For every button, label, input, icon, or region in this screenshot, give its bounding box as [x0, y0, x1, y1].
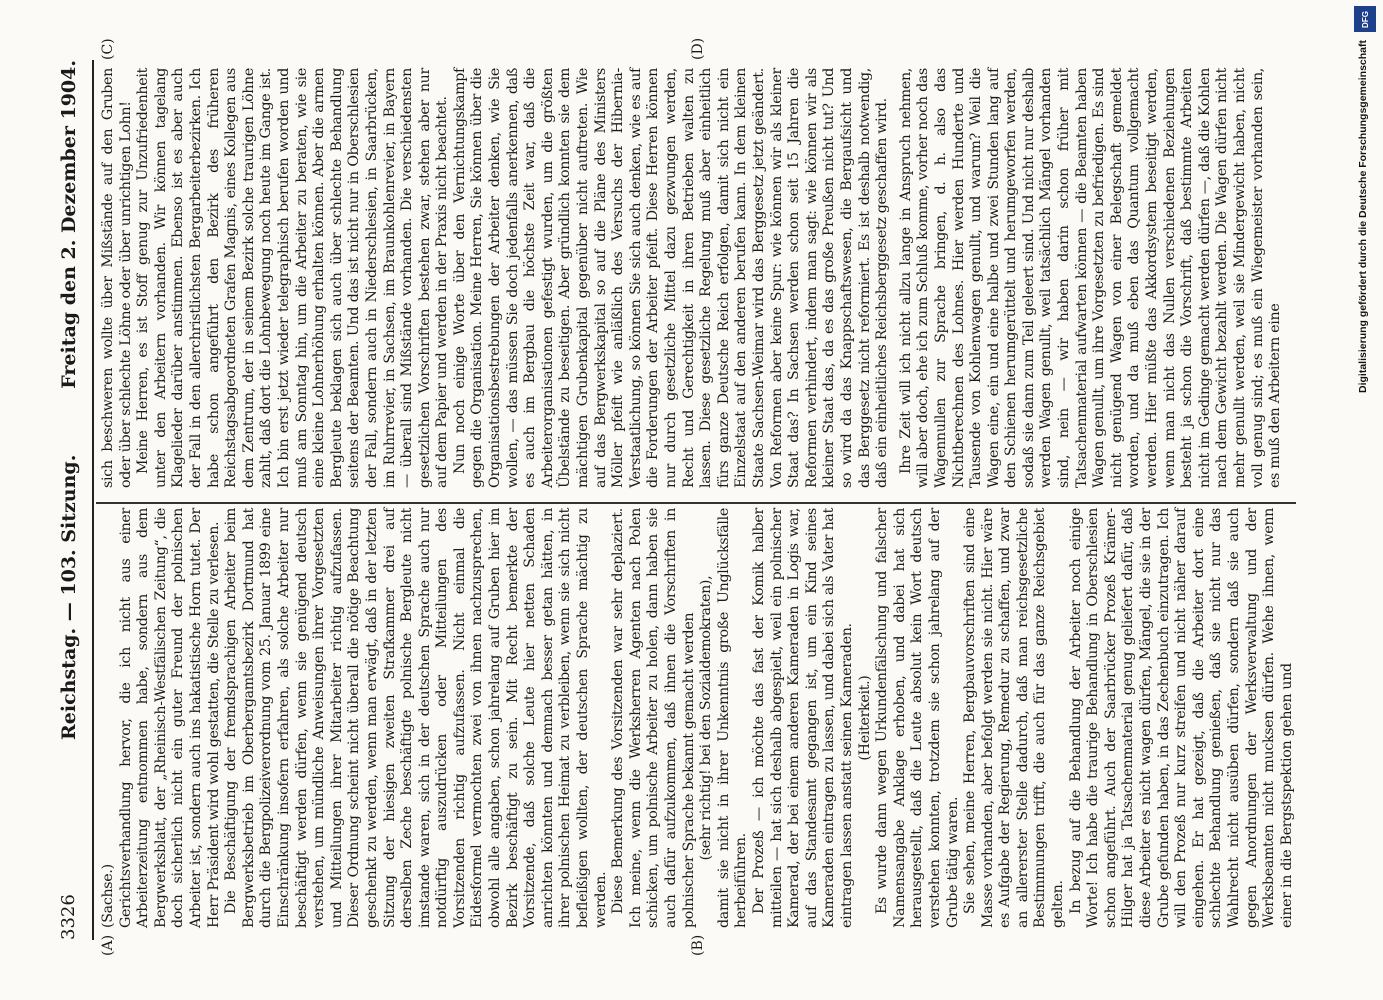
digitization-credit	[1351, 10, 1379, 990]
paragraph: Sie sehen, meine Herren, Bergbauvorschriften sind eine Masse vorhanden, aber befolgt werden sie nicht. Hier wäre es Aufgabe der Regierung, Remedur zu schaffen, und zwar an allererster Stelle dadurch, daß man reichsgesetzliche Bestimmungen trifft, die auch für das ganze Reichsgebiet gelten.	[962, 508, 1067, 928]
right-column	[100, 68, 1285, 488]
interjection: (Heiterkeit.)	[856, 675, 873, 761]
paragraph: Meine Herren, es ist Stoff genug zur Unzufriedenheit unter den Arbeitern vorhanden. Wir können tagelang Klagelieder darüber anstimmen. Ebenso ist es aber auch der Fall in den allerchristlichsten Bergarbeiterbezirken. Ich habe schon angeführt den Bezirk des früheren Reichstagsabgeordneten Grafen Magnis, eines Kollegen aus dem Zentrum, der in seinem Bezirk solche traurigen Löhne zahlt, daß dort die Lohnbewegung noch heute im Gange ist. Ich bin erst jetzt wieder telegraphisch berufen worden und muß am Sonntag hin, um die Arbeiter zu beraten, wie sie eine kleine Lohnerhöhung erhalten können. Aber die armen Bergleute beklagen sich auch über schlechte Behandlung seitens der Beamten. Und das ist nicht nur in Oberschlesien der Fall, sondern auch in Niederschlesien, in Saarbrücken, im Ruhrrevier, in Sachsen, im Braunkohlenrevier, in Bayern — überall sind Mißstände vorhanden. Die verschiedensten gesetzlichen Vorschriften bestehen zwar, stehen aber nur auf dem Papier und werden in der Praxis nicht beachtet.	[135, 68, 451, 488]
paragraph: Es wurde dann wegen Urkundenfälschung und falscher Namensangabe Anklage erhoben, und dabei hat sich herausgestellt, daß die Leute absolut kein Wort deutsch verstehen konnten, trotzdem sie schon jahrelang auf der Grube tätig waren.	[874, 508, 961, 928]
column-divider	[96, 503, 1296, 505]
paragraph: In bezug auf die Behandlung der Arbeiter noch einige Worte! Ich habe die traurige Behandlung in Oberschlesien schon angeführt. Auch der Saarbrücker Prozeß Krämer-Hilger hat ja Tatsachenmaterial genug geliefert dafür, daß diese Arbeiter es nicht wagen dürfen, Mängel, die sie in der Grube gefunden haben, in das Zechenbuch einzutragen. Ich will den Prozeß nur kurz streifen und nicht näher darauf eingehen. Er hat gezeigt, daß die Arbeiter dort eine schlechte Behandlung genießen, daß sie nicht nur das Wahlrecht nicht ausüben dürfen, sondern daß sie auch gegen Anordnungen der Werksverwaltung und der Werksbeamten nicht mucksen dürfen. Wehe ihnen, wenn einer in die Bergstspektion gehen und	[1067, 508, 1295, 928]
margin-letter-a: (A)	[100, 934, 116, 956]
page-number: 3326	[58, 894, 79, 940]
margin-letter-d: (D)	[690, 37, 706, 60]
paragraph: Der Prozeß — ich möchte das fast der Komik halber mitteilen — hat sich deshalb abgespielt, weil ein polnischer Kamerad, der bei einem anderen Kameraden in Logis war, auf das Standesamt gegangen ist, um ein Kind seines Kameraden eintragen zu lassen, und dabei sich als Vater hat eintragen lassen anstatt seinen Kameraden.	[750, 508, 855, 928]
credit-text: Digitalisierung gefördert durch die Deutsche Forschungsgemeinschaft	[1357, 40, 1369, 393]
interjection: (sehr richtig! bei den Sozialdemokraten),	[698, 575, 715, 861]
paragraph: Nun noch einige Worte über den Vernichtungskampf gegen die Organisation. Meine Herren, Sie können über die Organisationsbestrebungen der Arbeiter denken, wie Sie wollen, — das müssen Sie doch jedenfalls anerkennen, daß es auch im Bergbau die höchste Zeit war, daß die Arbeiterorganisationen gefestigt wurden, um die größten Übelstände zu beseitigen. Aber gründlich konnten sie dem mächtigen Grubenkapital gegenüber nicht auftreten. Wie auf das Bergwerkskapital so auf die Pläne des Ministers Möller pfeift wie anläßlich des Versuchs der Hibernia-Verstaatlichung, so können Sie sich auch denken, wie es auf die Forderungen der Arbeiter pfeift. Diese Herren können nur durch gesetzliche Mittel dazu gezwungen werden, Recht und Gerechtigkeit in ihren Betrieben walten zu lassen. Diese gesetzliche Regelung muß aber einheitlich fürs ganze Deutsche Reich erfolgen, damit sich nicht ein Einzelstaat auf den anderen berufen kann. In dem kleinen Staate Sachsen-Weimar wird das Berggesetz jetzt geändert. Von Reformen aber keine Spur: wie können wir als kleiner Staat das? In Sachsen werden schon seit 15 Jahren die Reformen verhindert, indem man sagt: wie können wir als kleiner Staat das, da es das große Preußen nicht tut? Und so wird da das Knappschaftswesen, die Bergaufsicht und das Berggesetz nicht reformiert. Es ist deshalb notwendig, daß ein einheitliches Reichsberggesetz geschaffen wird.	[451, 68, 891, 488]
left-column	[100, 508, 1296, 928]
speaker-label: (Sachse.)	[100, 864, 116, 928]
paragraph: Gerichtsverhandlung hervor, die ich nicht aus einer Arbeiterzeitung entnommen habe, sondern aus dem Bergwerksblatt, der „Rheinisch-Westfälischen Zeitung“, die doch sicherlich nicht ein guter Freund der polnischen Arbeiter ist, sondern auch ins hakatistische Horn tutet. Der Herr Präsident wird wohl gestatten, die Stelle zu verlesen.	[117, 508, 222, 928]
page-header	[58, 60, 88, 940]
paragraph: Diese Bemerkung des Vorsitzenden war sehr deplaziert. Ich meine, wenn die Werksherren Agenten nach Polen schicken, um polnische Arbeiter zu holen, dann haben sie auch dafür aufzukommen, daß ihnen die Vorschriften in polnischer Sprache bekannt gemacht werden	[610, 508, 697, 928]
paragraph: sich beschweren wollte über Mißstände auf den Gruben oder über schlechte Löhne oder über unrichtigen Lohn!	[100, 68, 134, 488]
session-title: Reichstag. — 103. Sitzung.	[58, 454, 80, 740]
header-rule	[92, 60, 94, 940]
margin-letter-c: (C)	[100, 38, 116, 60]
dfg-logo: DFG	[1354, 6, 1376, 32]
paragraph: Ihre Zeit will ich nicht allzu lange in Anspruch nehmen, will aber doch, ehe ich zum Schluß komme, vorher noch das Wagennullen zur Sprache bringen, d. h. also das Nichtberechnen des Lohnes. Hier werden Hunderte und Tausende von Kohlenwagen genullt, und warum? Weil die Wagen eine, ein und eine halbe und zwei Stunden lang auf den Schienen herumgerüttelt und herumgeworfen werden, sodaß sie dann zum Teil geleert sind. Und nicht nur deshalb werden Wagen genullt, weil tatsächlich Mängel vorhanden sind, nein — wir haben darin schon früher mit Tatsachenmaterial aufwarten können — die Beamten haben Wagen genullt, um ihre Vorgesetzten zu befriedigen. Es sind nicht genügend Wagen von einer Belegschaft gemeldet worden, und da muß eben das Quantum vollgemacht werden. Hier müßte das Akkordsystem beseitigt werden, wenn man nicht das Nullen verschiedenen Beziehungen besteht ja schon die Vorschrift, daß bestimmte Arbeiten nicht im Gedinge gemacht werden dürfen —, daß die Kohlen nach dem Gewicht bezahlt werden. Die Wagen dürfen nicht mehr genullt werden, weil sie Mindergewicht haben, nicht voll genug sind; es muß ein Wiegemeister vorhanden sein, es muß den Arbeitern eine	[897, 68, 1284, 488]
margin-letter-b: (B)	[690, 934, 706, 956]
date-title: Freitag den 2. Dezember 1904.	[58, 60, 80, 389]
paragraph: damit sie nicht in ihrer Unkenntnis große Unglücksfälle herbeiführen.	[715, 508, 750, 928]
quoted-paragraph: Die Beschäftigung der fremdsprachigen Arbeiter beim Bergwerksbetrieb im Oberbergamtsbezirk Dortmund hat durch die Bergpolizeiverordnung vom 25. Januar 1899 eine Einschränkung insofern erfahren, als solche Arbeiter nur beschäftigt werden dürfen, wenn sie genügend deutsch verstehen, um mündliche Anweisungen ihrer Vorgesetzten und Mitteilungen ihrer Mitarbeiter richtig aufzufassen. Dieser Ordnung scheint nicht überall die nötige Beachtung geschenkt zu werden, wenn man erwägt, daß in der letzten Sitzung der hiesigen zweiten Strafkammer drei auf derselben Zeche beschäftigte polnische Bergleute nicht imstande waren, sich in der deutschen Sprache auch nur notdürftig auszudrücken oder Mitteilungen des Vorsitzenden richtig aufzufassen. Nicht einmal die Eidesformel vermochten zwei von ihnen nachzusprechen, obwohl alle angaben, schon jahrelang auf Gruben hier im Bezirk beschäftigt zu sein. Mit Recht bemerkte der Vorsitzende, daß solche Leute hier netten Schaden anrichten könnten und demnach besser getan hätten, in ihrer polnischen Heimat zu verbleiben, wenn sie sich nicht befleißigen wollten, der deutschen Sprache mächtig zu werden.	[223, 508, 609, 928]
